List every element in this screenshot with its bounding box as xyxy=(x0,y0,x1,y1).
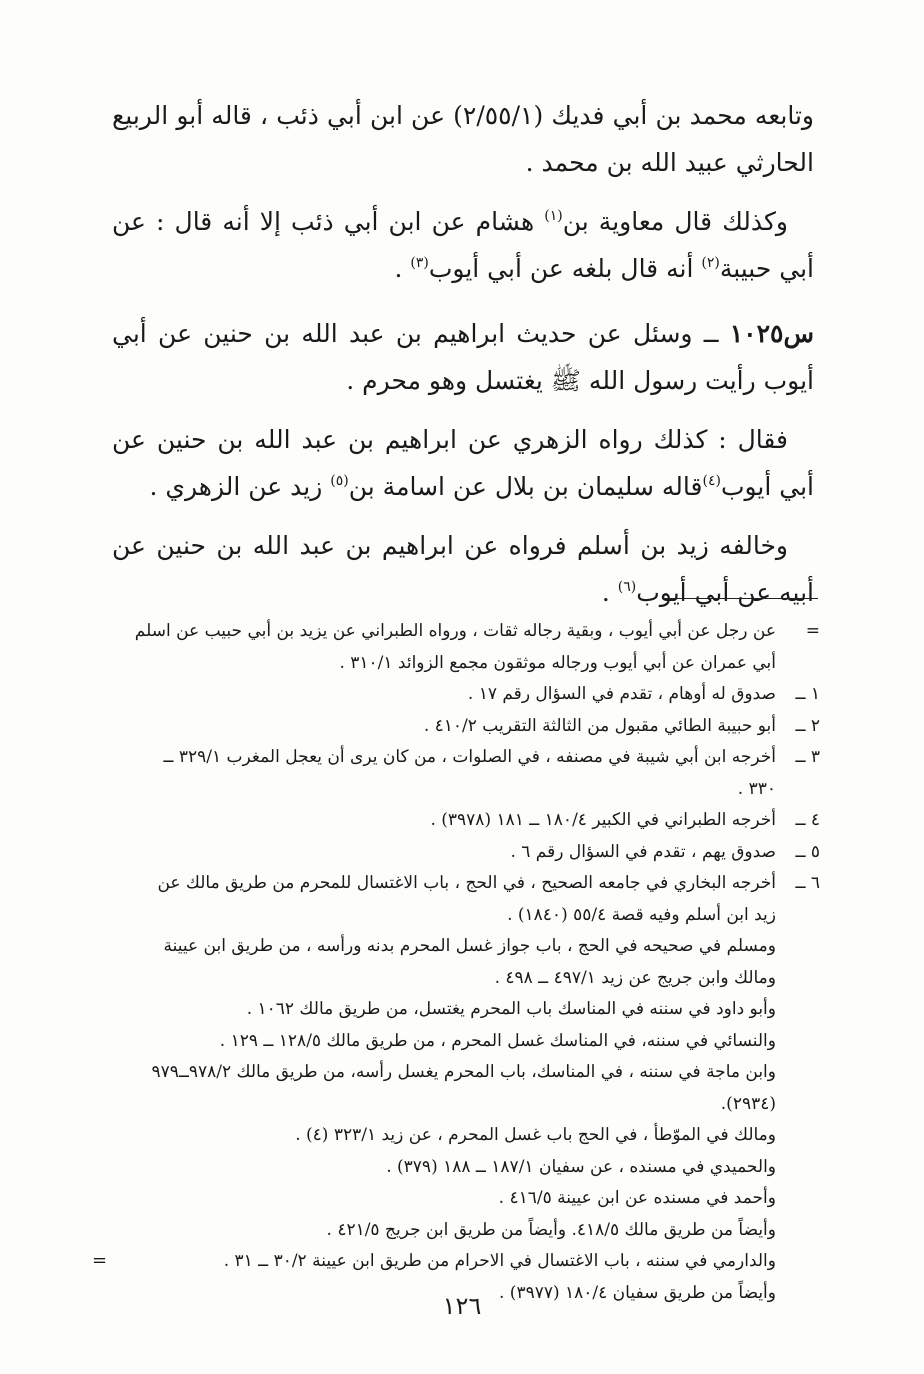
paragraph-5 xyxy=(112,522,814,616)
paragraph-1 xyxy=(112,92,814,186)
footnote-6-line-ahmad: وأحمد في مسنده عن ابن عيينة ٤١٦/٥ . xyxy=(498,1188,776,1208)
p2-text-d: . xyxy=(394,254,411,283)
footnote-5-text: صدوق يهم ، تقدم في السؤال رقم ٦ . xyxy=(510,841,776,862)
footnote-3-text: أخرجه ابن أبي شيبة في مصنفه ، في الصلوات ، من كان يرى أن يعجل المغرب ٣٢٩/١ ــ ٣٣٠ . xyxy=(163,747,776,799)
p4-text-b: قاله سليمان بن بلال عن اسامة بن xyxy=(348,472,703,501)
footnote-3 xyxy=(132,742,820,805)
footnote-continued-text: عن رجل عن أبي أيوب ، وبقية رجاله ثقات ، ورواه الطبراني عن يزيد بن أبي حبيب عن اسلم أبي عمران عن أبي أيوب ورجاله موثقون مجمع الزوائد ٣١٠/١ . xyxy=(134,621,776,673)
footnote-2 xyxy=(132,711,820,743)
p4-text-a: فقال : كذلك رواه الزهري عن ابراهيم بن عبد الله بن حنين عن أبي أيوب xyxy=(112,425,814,501)
footnote-6-line-darimi-more: وأيضاً من طريق سفيان ١٨٠/٤ (٣٩٧٧) . xyxy=(498,1282,776,1303)
footnote-6-line-muslim: ومسلم في صحيحه في الحج ، باب جواز غسل المحرم بدنه ورأسه ، من طريق ابن عيينة ومالك وابن جريج عن زيد ٤٩٧/١ ــ ٤٩٨ . xyxy=(163,936,776,988)
p2-text-b: هشام عن ابن أبي ذئب إلا أنه قال : عن أبي حبيبة xyxy=(112,207,814,283)
footnote-4 xyxy=(132,805,820,837)
paragraph-4 xyxy=(112,416,814,510)
footnote-continued-mark: = xyxy=(805,621,820,641)
footnote-6-text: أخرجه البخاري في جامعه الصحيح ، في الحج ، باب الاغتسال للمحرم من طريق مالك عن زيد ابن أسلم وفيه قصة ٥٥/٤ (١٨٤٠) . xyxy=(157,873,776,925)
footnote-ref-1[interactable]: (١) xyxy=(544,208,563,224)
footnote-6-line-ahmad-more: وأيضاً من طريق مالك ٤١٨/٥. وأيضاً من طريق ابن جريج ٤٢١/٥ . xyxy=(326,1219,776,1240)
continuation-mark: = xyxy=(92,1250,108,1271)
p2-text-c: أنه قال بلغه عن أبي أيوب xyxy=(428,254,702,283)
footnote-divider xyxy=(662,598,818,599)
footnote-ref-4[interactable]: (٤) xyxy=(702,473,721,489)
p5-text-a: وخالفه زيد بن أسلم فرواه عن ابراهيم بن عبد الله بن حنين عن أبيه عن أبي أيوب xyxy=(112,531,814,607)
footnote-4-text: أخرجه الطبراني في الكبير ١٨٠/٤ ــ ١٨١ (٣٩٧٨) . xyxy=(430,810,776,830)
question-text: وسئل عن حديث ابراهيم بن عبد الله بن حنين عن أبي أيوب رأيت رسول الله ﷺ يغتسل وهو محرم . xyxy=(112,319,814,395)
p5-text-b: . xyxy=(601,578,618,607)
main-text xyxy=(112,92,814,628)
page-number: ١٢٦ xyxy=(442,1292,482,1320)
paragraph-2 xyxy=(112,198,814,292)
footnote-2-text: أبو حبيبة الطائي مقبول من الثالثة التقريب ٤١٠/٢ . xyxy=(423,715,776,736)
footnote-6-line-nasai: والنسائي في سننه، في المناسك غسل المحرم ، من طريق مالك ١٢٨/٥ ــ ١٢٩ . xyxy=(219,1030,776,1051)
footnote-6-line-ibnmajah: وابن ماجة في سننه ، في المناسك، باب المحرم يغسل رأسه، من طريق مالك ٩٧٨/٢ــ٩٧٩ (٢٩٣٤). xyxy=(151,1062,776,1114)
footnote-6-line-humaydi: والحميدي في مسنده ، عن سفيان ١٨٧/١ ــ ١٨٨ (٣٧٩) . xyxy=(386,1156,776,1177)
footnote-1 xyxy=(132,679,820,711)
p4-text-c: زيد عن الزهري . xyxy=(149,472,331,501)
footnote-continued xyxy=(132,616,820,679)
footnote-2-mark: ٢ ــ xyxy=(795,715,820,736)
footnote-1-text: صدوق له أوهام ، تقدم في السؤال رقم ١٧ . xyxy=(467,684,776,704)
footnote-6 xyxy=(132,868,820,931)
footnote-6-line-malik: ومالك في الموّطأ ، في الحج باب غسل المحرم ، عن زيد ٣٢٣/١ (٤) . xyxy=(295,1125,776,1145)
footnote-ref-2[interactable]: (٢) xyxy=(701,255,720,271)
p2-text-a: وكذلك قال معاوية بن xyxy=(562,207,788,236)
footnote-6-line-darimi: والدارمي في سننه ، باب الاغتسال في الاحرام من طريق ابن عيينة ٣٠/٢ ــ ٣١ . xyxy=(223,1251,776,1271)
footnote-3-mark: ٣ ــ xyxy=(795,747,820,767)
question-dash: ــ xyxy=(692,319,730,348)
paragraph-1-text: وتابعه محمد بن أبي فديك (٢/٥٥/١) عن ابن أبي ذئب ، قاله أبو الربيع الحارثي عبيد الله بن محمد . xyxy=(112,101,815,177)
footnote-5-mark: ٥ ــ xyxy=(795,841,820,862)
footnote-5 xyxy=(132,837,820,869)
footnote-ref-3[interactable]: (٣) xyxy=(410,255,429,271)
question-paragraph xyxy=(112,310,814,404)
question-number: س١٠٢٥ xyxy=(729,319,814,348)
footnotes xyxy=(132,616,820,1309)
footnote-4-mark: ٤ ــ xyxy=(795,810,820,830)
footnote-ref-6[interactable]: (٦) xyxy=(617,579,637,595)
footnote-6-line-abudawud: وأبو داود في سننه في المناسك باب المحرم يغتسل، من طريق مالك ١٠٦٢ . xyxy=(246,999,776,1019)
footnote-6-mark: ٦ ــ xyxy=(795,873,820,893)
footnote-1-mark: ١ ــ xyxy=(795,684,820,704)
footnote-ref-5[interactable]: (٥) xyxy=(330,473,349,489)
